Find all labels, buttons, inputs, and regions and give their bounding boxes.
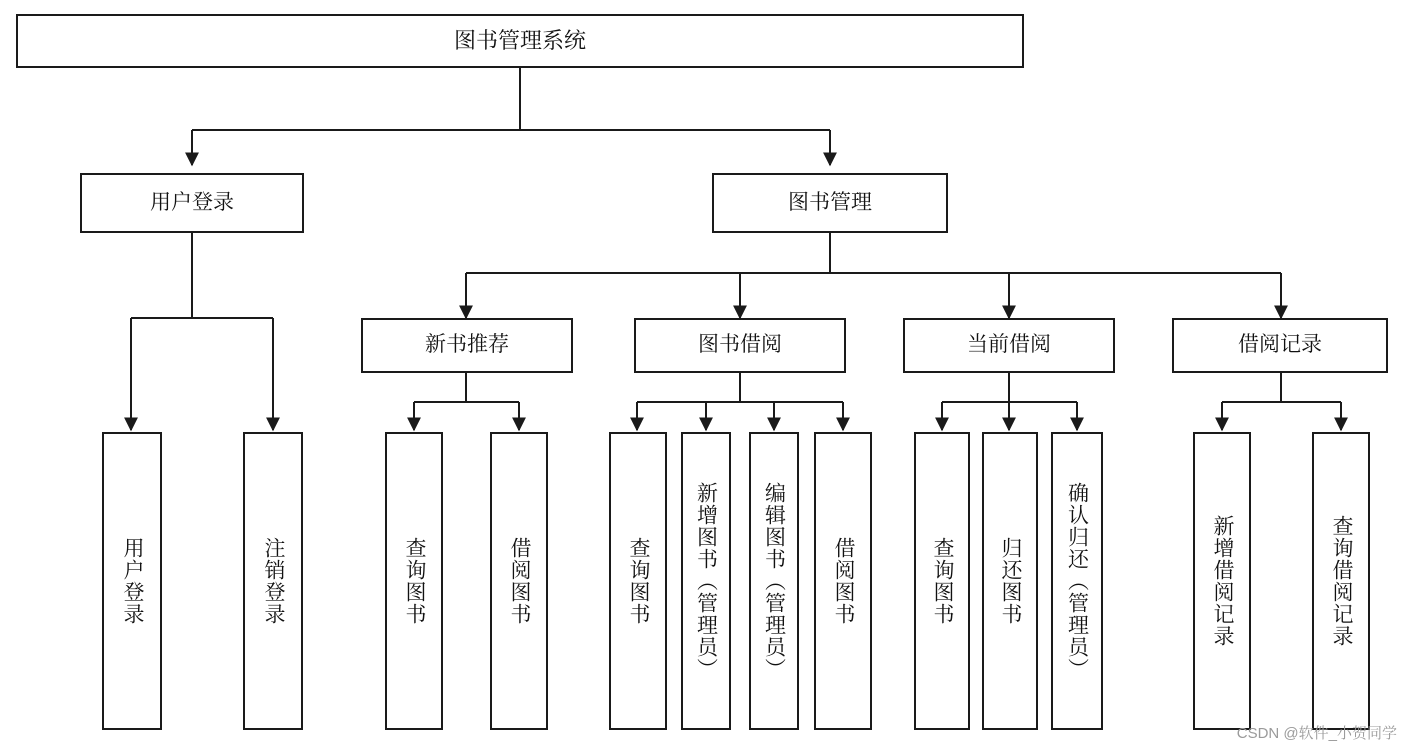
node-leaf-query-book-current[interactable]	[914, 432, 970, 730]
node-leaf-add-borrow-record-label: 新增借阅记录	[1211, 515, 1235, 647]
node-leaf-logout[interactable]	[243, 432, 303, 730]
node-book-borrow[interactable]	[634, 318, 846, 373]
node-leaf-add-borrow-record[interactable]	[1193, 432, 1251, 730]
node-new-book-recommend-label: 新书推荐	[425, 333, 509, 357]
node-leaf-borrow-book-rec[interactable]	[490, 432, 548, 730]
node-leaf-query-book-current-label: 查询图书	[931, 537, 955, 625]
watermark: CSDN @软件_小贺同学	[1236, 725, 1397, 742]
node-current-borrow-label: 当前借阅	[967, 333, 1051, 357]
node-leaf-query-book-rec-label: 查询图书	[403, 537, 427, 625]
node-leaf-borrow-book[interactable]	[814, 432, 872, 730]
node-book-manage-label: 图书管理	[788, 190, 872, 214]
node-borrow-record[interactable]	[1172, 318, 1388, 373]
node-borrow-record-label: 借阅记录	[1238, 333, 1322, 357]
node-leaf-user-login-label: 用户登录	[121, 537, 145, 625]
node-leaf-query-book-label: 查询图书	[627, 537, 651, 625]
node-root-label: 图书管理系统	[453, 28, 586, 54]
node-leaf-return-book[interactable]	[982, 432, 1038, 730]
node-current-borrow[interactable]	[903, 318, 1115, 373]
node-leaf-query-book[interactable]	[609, 432, 667, 730]
node-leaf-borrow-book-label: 借阅图书	[832, 537, 856, 625]
node-leaf-confirm-return[interactable]	[1051, 432, 1103, 730]
node-leaf-query-book-rec[interactable]	[385, 432, 443, 730]
node-leaf-add-book[interactable]	[681, 432, 731, 730]
node-leaf-query-borrow-record-label: 查询借阅记录	[1330, 515, 1354, 647]
node-book-borrow-label: 图书借阅	[698, 333, 782, 357]
node-root[interactable]	[16, 14, 1024, 68]
node-leaf-logout-label: 注销登录	[262, 537, 286, 625]
node-user-login[interactable]	[80, 173, 304, 233]
node-leaf-edit-book-label: 编辑图书（管理员）	[762, 482, 786, 680]
node-leaf-query-borrow-record[interactable]	[1312, 432, 1370, 730]
node-user-login-label: 用户登录	[150, 190, 234, 214]
node-leaf-return-book-label: 归还图书	[999, 537, 1023, 625]
node-leaf-user-login[interactable]	[102, 432, 162, 730]
node-leaf-confirm-return-label: 确认归还（管理员）	[1065, 482, 1089, 680]
node-leaf-add-book-label: 新增图书（管理员）	[694, 482, 718, 680]
node-new-book-recommend[interactable]	[361, 318, 573, 373]
node-book-manage[interactable]	[712, 173, 948, 233]
node-leaf-borrow-book-rec-label: 借阅图书	[508, 537, 532, 625]
node-leaf-edit-book[interactable]	[749, 432, 799, 730]
